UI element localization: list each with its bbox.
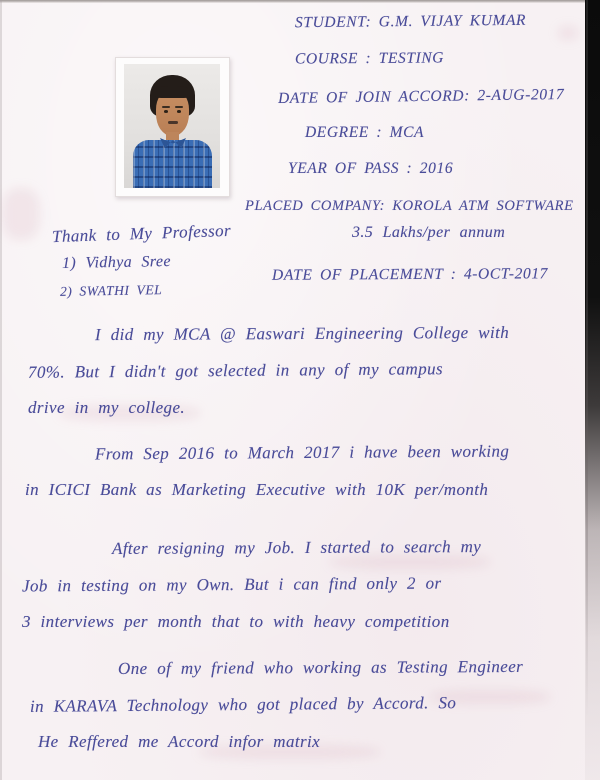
paragraph-line: One of my friend who working as Testing Engineer xyxy=(117,656,524,679)
thanks-name-1: 1) Vidhya Sree xyxy=(61,253,172,272)
info-year-of-pass: YEAR OF PASS : 2016 xyxy=(288,160,454,177)
paragraph-line: I did my MCA @ Easwari Engineering College with xyxy=(94,322,510,345)
thanks-name-2: 2) SWATHI VEL xyxy=(59,282,163,299)
paragraph-line: Job in testing on my Own. But i can find only 2 or xyxy=(21,573,442,596)
photo-eye xyxy=(177,110,181,113)
paragraph-line: drive in my college. xyxy=(28,398,186,417)
paragraph-line: From Sep 2016 to March 2017 i have been working xyxy=(94,441,510,464)
photo-mustache xyxy=(168,121,178,124)
info-course: COURSE : TESTING xyxy=(294,49,445,68)
student-photo xyxy=(124,64,220,188)
paragraph-line: After resigning my Job. I started to search my xyxy=(111,537,482,558)
ink-bleed-mark xyxy=(558,26,578,40)
photo-hair-fringe xyxy=(155,86,190,98)
photo-eyebrow xyxy=(175,106,183,108)
scan-edge-left xyxy=(0,0,2,780)
scan-edge-right-line xyxy=(586,0,588,718)
paragraph-line: in ICICI Bank as Marketing Executive with 10K per/month xyxy=(25,480,489,499)
scan-edge-top xyxy=(0,0,600,3)
photo-shirt xyxy=(133,140,212,188)
info-placement-date: DATE OF PLACEMENT : 4-OCT-2017 xyxy=(271,265,549,284)
info-student: STUDENT: G.M. VIJAY KUMAR xyxy=(294,11,527,32)
info-degree: DEGREE : MCA xyxy=(305,124,425,141)
paragraph-line: 70%. But I didn't got selected in any of my campus xyxy=(27,359,444,382)
paragraph-line: He Reffered me Accord infor matrix xyxy=(38,732,321,751)
info-placed-company: PLACED COMPANY: KOROLA ATM SOFTWARE xyxy=(245,198,574,214)
info-join-date: DATE OF JOIN ACCORD: 2-AUG-2017 xyxy=(277,86,565,107)
info-salary: 3.5 Lakhs/per annum xyxy=(352,224,506,241)
paragraph-line: in KARAVA Technology who got placed by Accord. So xyxy=(29,693,457,716)
photo-eye xyxy=(164,110,168,113)
thanks-title: Thank to My Professor xyxy=(51,220,232,247)
ink-bleed-mark xyxy=(2,188,40,240)
photo-eyebrow xyxy=(162,106,170,108)
student-photo-frame xyxy=(115,57,230,197)
paragraph-line: 3 interviews per month that to with heavy competition xyxy=(22,612,450,631)
